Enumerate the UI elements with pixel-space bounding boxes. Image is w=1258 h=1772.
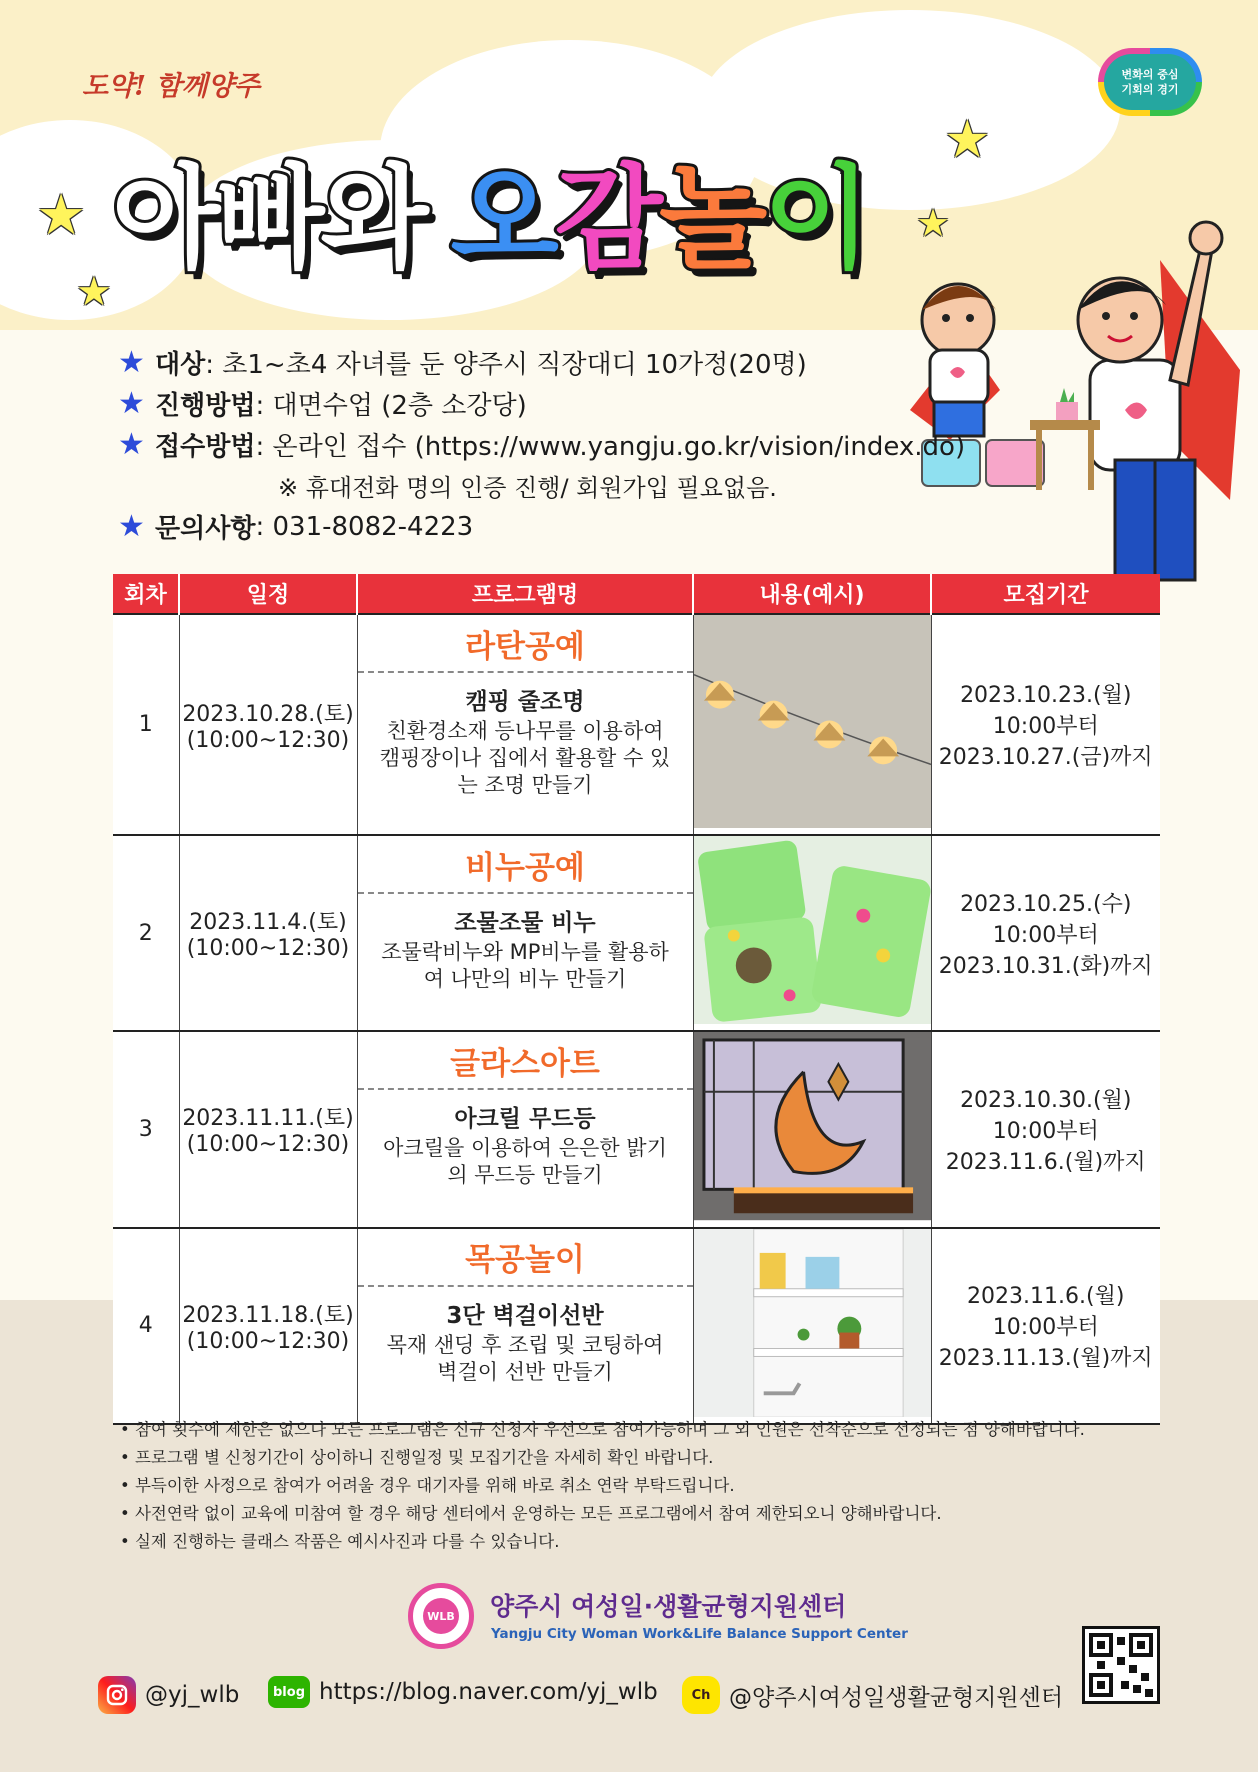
session-date-time: (10:00~12:30) <box>186 1132 350 1158</box>
program-category: 글라스아트 <box>358 1032 693 1090</box>
period-start: 2023.10.23.(월) <box>960 683 1132 709</box>
star-icon: ★ <box>36 183 87 248</box>
kakao-channel-link[interactable] <box>682 1676 1063 1714</box>
period-end: 2023.10.27.(금)까지 <box>938 745 1153 771</box>
city-slogan: 도약! 함께양주 <box>82 71 260 102</box>
kakao-channel-icon-text: Ch <box>691 1687 711 1703</box>
session-number: 2 <box>113 835 179 1031</box>
notice-item: • 사전연락 없이 교육에 미참여 할 경우 해당 센터에서 운영하는 모든 프로그램에서 참여 제한되오니 양해바랍니다. <box>120 1504 942 1523</box>
info-target-value: : 초1~초4 자녀를 둔 양주시 직장대디 10가정(20명) <box>205 350 807 380</box>
session-date-day: 2023.11.18.(토) <box>182 1302 354 1328</box>
info-apply-note-row <box>118 465 965 506</box>
title-part-o: 오 <box>450 154 555 284</box>
period-from: 10:00부터 <box>992 1118 1099 1144</box>
info-contact-value: : 031-8082-4223 <box>255 511 474 542</box>
instagram-link[interactable] <box>98 1676 239 1714</box>
program-cell <box>357 1228 693 1424</box>
program-category: 목공놀이 <box>358 1229 693 1287</box>
info-target <box>118 342 965 383</box>
example-photo-wall-shelf <box>693 1228 931 1424</box>
title-part-i: 이 <box>763 154 868 284</box>
period-start: 2023.11.6.(월) <box>967 1284 1125 1310</box>
table-row <box>113 1031 1160 1227</box>
soap-image <box>694 836 931 1024</box>
session-number: 3 <box>113 1031 179 1227</box>
notice-item: • 참여 횟수에 제한은 없으나 모든 프로그램은 신규 신청자 우선으로 참여가능하며 그 외 인원은 선착순으로 선정되는 점 양해바랍니다. <box>120 1420 1085 1439</box>
title-part-nol: 놀 <box>658 154 764 284</box>
badge-line-1: 변화의 중심 <box>1121 68 1179 81</box>
program-description: 목재 샌딩 후 조립 및 코팅하여 벽걸이 선반 만들기 <box>386 1332 664 1384</box>
session-number: 4 <box>113 1228 179 1424</box>
info-apply-note: ※ 휴대전화 명의 인증 진행/ 회원가입 필요없음. <box>278 474 777 502</box>
star-bullet-icon: ★ <box>118 386 145 421</box>
info-apply-label: 접수방법 <box>155 432 256 462</box>
mood-lamp-image <box>694 1032 931 1220</box>
example-photo-soap <box>693 835 931 1031</box>
header-period: 모집기간 <box>931 574 1160 614</box>
rattan-lights-image <box>694 615 931 828</box>
notice-item: • 부득이한 사정으로 참여가 어려울 경우 대기자를 위해 바로 취소 연락 부탁드립니다. <box>120 1476 735 1495</box>
info-method <box>118 383 965 424</box>
instagram-icon <box>98 1676 136 1714</box>
program-info <box>118 342 965 547</box>
title-part-dad: 아빠와 <box>112 154 425 284</box>
program-cell <box>357 1031 693 1227</box>
period-end: 2023.10.31.(화)까지 <box>938 953 1153 979</box>
table-row <box>113 835 1160 1031</box>
period-end: 2023.11.13.(월)까지 <box>938 1346 1153 1372</box>
program-name: 아크릴 무드등 <box>454 1106 596 1133</box>
example-photo-rattan-lights <box>693 614 931 835</box>
program-name: 조물조물 비누 <box>454 910 596 937</box>
session-date-day: 2023.11.11.(토) <box>182 1106 354 1132</box>
session-date-time: (10:00~12:30) <box>186 727 350 753</box>
star-icon: ★ <box>944 110 991 170</box>
session-date-time: (10:00~12:30) <box>186 1328 350 1354</box>
table-row <box>113 614 1160 835</box>
recruit-period <box>931 835 1160 1031</box>
program-cell <box>357 614 693 835</box>
period-start: 2023.10.25.(수) <box>960 891 1132 917</box>
instagram-handle: @yj_wlb <box>145 1682 240 1708</box>
program-category: 비누공예 <box>358 836 693 894</box>
star-icon: ★ <box>916 201 951 245</box>
wlb-logo-icon <box>408 1583 474 1649</box>
header-session: 회차 <box>113 574 179 614</box>
info-method-value: : 대면수업 (2층 소강당) <box>255 391 527 421</box>
qr-code[interactable] <box>1082 1626 1160 1704</box>
badge-line-2: 기회의 경기 <box>1121 83 1179 96</box>
schedule-table <box>113 574 1160 1425</box>
program-category: 라탄공예 <box>358 615 693 673</box>
star-bullet-icon: ★ <box>118 427 145 462</box>
info-contact-label: 문의사항 <box>155 514 256 544</box>
kakao-channel-icon <box>682 1676 720 1714</box>
qr-code-icon <box>1089 1633 1153 1697</box>
star-icon: ★ <box>76 269 112 315</box>
period-from: 10:00부터 <box>992 922 1099 948</box>
page-title <box>112 150 867 290</box>
program-description: 조물락비누와 MP비누를 활용하여 나만의 비누 만들기 <box>381 940 669 992</box>
period-end: 2023.11.6.(월)까지 <box>945 1149 1146 1175</box>
info-apply-value[interactable]: : 온라인 접수 (https://www.yangju.go.kr/vision/index.do) <box>255 432 966 462</box>
program-cell <box>357 835 693 1031</box>
session-date-time: (10:00~12:30) <box>186 936 350 962</box>
table-row <box>113 1228 1160 1424</box>
header-date: 일정 <box>179 574 357 614</box>
period-from: 10:00부터 <box>992 1315 1099 1341</box>
recruit-period <box>931 1031 1160 1227</box>
session-date-day: 2023.11.4.(토) <box>189 910 347 936</box>
organization-name-en: Yangju City Woman Work&Life Balance Support Center <box>491 1626 908 1642</box>
blog-url: https://blog.naver.com/yj_wlb <box>319 1679 658 1705</box>
session-date <box>179 1031 357 1227</box>
table-header-row <box>113 574 1160 614</box>
session-number: 1 <box>113 614 179 835</box>
program-name: 캠핑 줄조명 <box>465 689 585 715</box>
recruit-period <box>931 1228 1160 1424</box>
header-content: 내용(예시) <box>693 574 931 614</box>
session-date <box>179 614 357 835</box>
wall-shelf-image <box>694 1229 931 1417</box>
period-start: 2023.10.30.(월) <box>960 1087 1132 1113</box>
session-date <box>179 1228 357 1424</box>
title-part-gam: 감 <box>554 154 659 284</box>
naver-blog-icon-text: blog <box>273 1684 305 1700</box>
star-bullet-icon: ★ <box>118 509 145 544</box>
info-apply <box>118 424 965 465</box>
example-photo-mood-lamp <box>693 1031 931 1227</box>
program-name: 3단 벽걸이선반 <box>446 1302 604 1329</box>
notice-item: • 프로그램 별 신청기간이 상이하니 진행일정 및 모집기간을 자세히 확인 바랍니다. <box>120 1448 714 1467</box>
program-description: 아크릴을 이용하여 은은한 밝기의 무드등 만들기 <box>383 1136 667 1188</box>
info-contact <box>118 506 965 547</box>
recruit-period <box>931 614 1160 835</box>
wlb-logo-text: WLB <box>423 1598 459 1634</box>
info-method-label: 진행방법 <box>155 391 256 421</box>
notice-list <box>120 1416 1085 1556</box>
gyeonggi-badge <box>1098 48 1202 116</box>
session-date-day: 2023.10.28.(토) <box>182 701 354 727</box>
organization-name: 양주시 여성일·생활균형지원센터 <box>490 1592 847 1621</box>
star-bullet-icon: ★ <box>118 345 145 380</box>
session-date <box>179 835 357 1031</box>
naver-blog-icon <box>268 1676 310 1708</box>
program-description: 친환경소재 등나무를 이용하여 캠핑장이나 집에서 활용할 수 있는 조명 만들기 <box>379 719 671 797</box>
blog-link[interactable] <box>268 1676 658 1708</box>
info-target-label: 대상 <box>155 350 206 380</box>
notice-item: • 실제 진행하는 클래스 작품은 예시사진과 다를 수 있습니다. <box>120 1532 560 1551</box>
period-from: 10:00부터 <box>992 714 1099 740</box>
header-program: 프로그램명 <box>357 574 693 614</box>
kakao-channel-name: @양주시여성일생활균형지원센터 <box>729 1684 1064 1711</box>
